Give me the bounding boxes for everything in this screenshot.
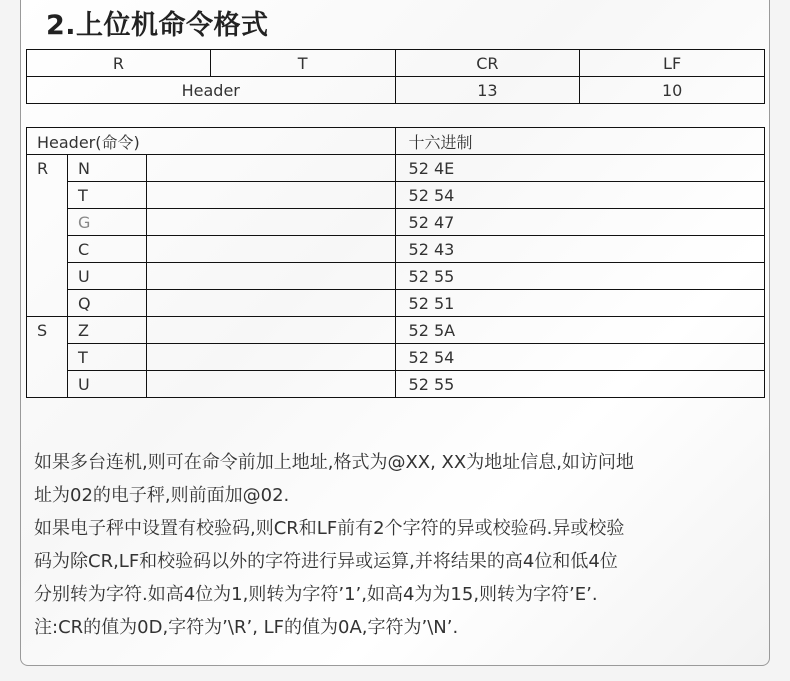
empty-cell bbox=[146, 155, 395, 182]
cmd-cell: N bbox=[67, 155, 146, 182]
format-cell-r: R bbox=[27, 50, 211, 77]
empty-cell bbox=[146, 344, 395, 371]
cmd-cell: G bbox=[67, 209, 146, 236]
table-row bbox=[27, 236, 765, 263]
note-line: 如果电子秤中设置有校验码,则CR和LF前有2个字符的异或校验码.异或校验 bbox=[34, 518, 625, 539]
empty-cell bbox=[146, 209, 395, 236]
format-cell-cr: CR bbox=[395, 50, 580, 77]
hex-cell: 52 55 bbox=[395, 371, 764, 398]
cmd-cell: U bbox=[67, 371, 146, 398]
hex-cell: 52 54 bbox=[395, 182, 764, 209]
hex-cell: 52 54 bbox=[395, 344, 764, 371]
cmd-cell: T bbox=[67, 344, 146, 371]
empty-cell bbox=[146, 290, 395, 317]
format-cell-lf: LF bbox=[580, 50, 765, 77]
hex-cell: 52 43 bbox=[395, 236, 764, 263]
hex-cell: 52 5A bbox=[395, 317, 764, 344]
table-row bbox=[27, 209, 765, 236]
empty-cell bbox=[146, 236, 395, 263]
group-letter-s: S bbox=[27, 317, 68, 398]
format-row-values bbox=[27, 77, 765, 104]
format-row-fields bbox=[27, 50, 765, 77]
format-cell-header: Header bbox=[27, 77, 396, 104]
cmd-cell: Q bbox=[67, 290, 146, 317]
table-row bbox=[27, 344, 765, 371]
empty-cell bbox=[146, 317, 395, 344]
command-header-row bbox=[27, 128, 765, 155]
cmd-cell: Z bbox=[67, 317, 146, 344]
note-line: 如果多台连机,则可在命令前加上地址,格式为@XX, XX为地址信息,如访问地 bbox=[34, 452, 634, 473]
cmd-cell: T bbox=[67, 182, 146, 209]
cmd-cell: C bbox=[67, 236, 146, 263]
empty-cell bbox=[146, 182, 395, 209]
table-row bbox=[27, 155, 765, 182]
note-line: 注:CR的值为0D,字符为’\R’, LF的值为0A,字符为’\N’. bbox=[34, 617, 459, 638]
note-line: 址为02的电子秤,则前面加@02. bbox=[34, 485, 290, 506]
format-table bbox=[26, 49, 765, 104]
group-letter-r: R bbox=[27, 155, 68, 317]
hex-cell: 52 51 bbox=[395, 290, 764, 317]
note-line: 分别转为字符.如高4位为1,则转为字符’1’,如高4为为15,则转为字符’E’. bbox=[34, 584, 598, 605]
empty-cell bbox=[146, 371, 395, 398]
table-row bbox=[27, 263, 765, 290]
format-cell-10: 10 bbox=[580, 77, 765, 104]
format-cell-13: 13 bbox=[395, 77, 580, 104]
cmd-cell: U bbox=[67, 263, 146, 290]
table-row bbox=[27, 317, 765, 344]
notes-paragraph bbox=[34, 446, 764, 644]
hex-cell: 52 47 bbox=[395, 209, 764, 236]
command-col-header: Header(命令) bbox=[27, 128, 396, 155]
note-line: 码为除CR,LF和校验码以外的字符进行异或运算,并将结果的高4位和低4位 bbox=[34, 551, 618, 572]
command-table bbox=[26, 127, 765, 398]
section-title: 2.上位机命令格式 bbox=[46, 10, 269, 41]
table-row bbox=[27, 290, 765, 317]
hex-cell: 52 4E bbox=[395, 155, 764, 182]
table-row bbox=[27, 371, 765, 398]
table-row bbox=[27, 182, 765, 209]
hex-cell: 52 55 bbox=[395, 263, 764, 290]
format-cell-t: T bbox=[210, 50, 395, 77]
hex-col-header: 十六进制 bbox=[395, 128, 764, 155]
empty-cell bbox=[146, 263, 395, 290]
